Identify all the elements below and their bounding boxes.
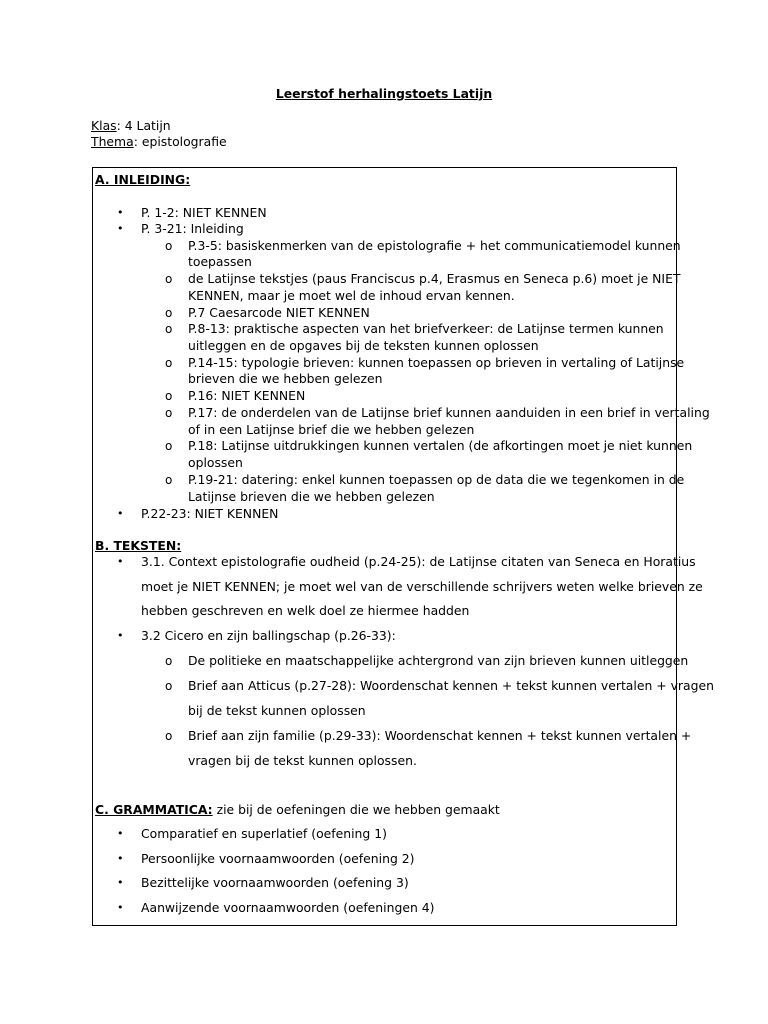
list-item-cont: moet je NIET KENNEN; je moet wel van de verschillende schrijvers weten welke brieven ze (141, 579, 703, 594)
sub-list-item: P.14-15: typologie brieven: kunnen toepassen op brieven in vertaling of Latijnse (188, 355, 685, 370)
sub-list-item-cont: of in een Latijnse brief die we hebben gelezen (188, 422, 475, 437)
sub-list-item-cont: Latijnse brieven die we hebben gelezen (188, 489, 435, 504)
thema-label: Thema (91, 134, 134, 149)
section-c-note: zie bij de oefeningen die we hebben gemaakt (212, 802, 500, 817)
list-item: 3.2 Cicero en zijn ballingschap (p.26-33): (141, 628, 396, 643)
sub-list-item-cont: oplossen (188, 455, 243, 470)
list-item: P.22-23: NIET KENNEN (141, 506, 279, 521)
list-item: P. 1-2: NIET KENNEN (141, 205, 267, 220)
sub-list-item-cont: bij de tekst kunnen oplossen (188, 703, 366, 718)
bullet-icon: • (117, 876, 124, 889)
list-item: Bezittelijke voornaamwoorden (oefening 3) (141, 875, 409, 890)
klas-value: : 4 Latijn (116, 118, 171, 133)
list-item: Aanwijzende voornaamwoorden (oefeningen 4) (141, 900, 435, 915)
klas-line (91, 118, 171, 135)
circle-bullet-icon: o (165, 406, 173, 420)
circle-bullet-icon: o (165, 679, 173, 693)
list-item: P. 3-21: Inleiding (141, 221, 244, 236)
bullet-icon: • (117, 555, 124, 568)
thema-value: : epistolografie (133, 134, 227, 149)
klas-label: Klas (91, 118, 117, 133)
sub-list-item-cont: vragen bij de tekst kunnen oplossen. (188, 753, 417, 768)
bullet-icon: • (117, 507, 124, 520)
section-c-heading: C. GRAMMATICA: (95, 802, 213, 817)
sub-list-item: P.18: Latijnse uitdrukkingen kunnen vertalen (de afkortingen moet je niet kunnen (188, 438, 693, 453)
sub-list-item: P.17: de onderdelen van de Latijnse brief kunnen aanduiden in een brief in vertaling (188, 405, 710, 420)
circle-bullet-icon: o (165, 322, 173, 336)
sub-list-item: Brief aan zijn familie (p.29-33): Woordenschat kennen + tekst kunnen vertalen + (188, 728, 692, 743)
circle-bullet-icon: o (165, 306, 173, 320)
circle-bullet-icon: o (165, 239, 173, 253)
sub-list-item-cont: toepassen (188, 254, 252, 269)
circle-bullet-icon: o (165, 473, 173, 487)
sub-list-item: Brief aan Atticus (p.27-28): Woordenschat kennen + tekst kunnen vertalen + vragen (188, 678, 714, 693)
sub-list-item-cont: KENNEN, maar je moet wel de inhoud ervan kennen. (188, 288, 515, 303)
sub-list-item-cont: brieven die we hebben gelezen (188, 371, 383, 386)
list-item-cont: hebben geschreven en welk doel ze hiermee hadden (141, 603, 470, 618)
bullet-icon: • (117, 827, 124, 840)
bullet-icon: • (117, 901, 124, 914)
list-item: 3.1. Context epistolografie oudheid (p.24-25): de Latijnse citaten van Seneca en Horatius (141, 554, 696, 569)
bullet-icon: • (117, 222, 124, 235)
sub-list-item-cont: uitleggen en de opgaves bij de teksten kunnen oplossen (188, 338, 539, 353)
document-title: Leerstof herhalingstoets Latijn (275, 86, 493, 101)
sub-list-item: P.19-21: datering: enkel kunnen toepassen op de data die we tegenkomen in de (188, 472, 685, 487)
bullet-icon: • (117, 852, 124, 865)
sub-list-item: de Latijnse tekstjes (paus Franciscus p.4, Erasmus en Seneca p.6) moet je NIET (188, 271, 681, 286)
sub-list-item: P.16: NIET KENNEN (188, 388, 306, 403)
sub-list-item: P.7 Caesarcode NIET KENNEN (188, 305, 370, 320)
sub-list-item: De politieke en maatschappelijke achtergrond van zijn brieven kunnen uitleggen (188, 653, 689, 668)
circle-bullet-icon: o (165, 439, 173, 453)
section-a-heading: A. INLEIDING: (95, 172, 191, 187)
thema-line (91, 134, 227, 151)
list-item: Persoonlijke voornaamwoorden (oefening 2) (141, 851, 415, 866)
circle-bullet-icon: o (165, 356, 173, 370)
bullet-icon: • (117, 629, 124, 642)
circle-bullet-icon: o (165, 654, 173, 668)
section-c-heading-line (95, 802, 500, 819)
circle-bullet-icon: o (165, 389, 173, 403)
section-b-heading: B. TEKSTEN: (95, 538, 182, 553)
content-box (92, 167, 714, 926)
list-item: Comparatief en superlatief (oefening 1) (141, 826, 387, 841)
sub-list-item: P.3-5: basiskenmerken van de epistolografie + het communicatiemodel kunnen (188, 238, 681, 253)
bullet-icon: • (117, 206, 124, 219)
sub-list-item: P.8-13: praktische aspecten van het briefverkeer: de Latijnse termen kunnen (188, 321, 664, 336)
circle-bullet-icon: o (165, 272, 173, 286)
circle-bullet-icon: o (165, 729, 173, 743)
